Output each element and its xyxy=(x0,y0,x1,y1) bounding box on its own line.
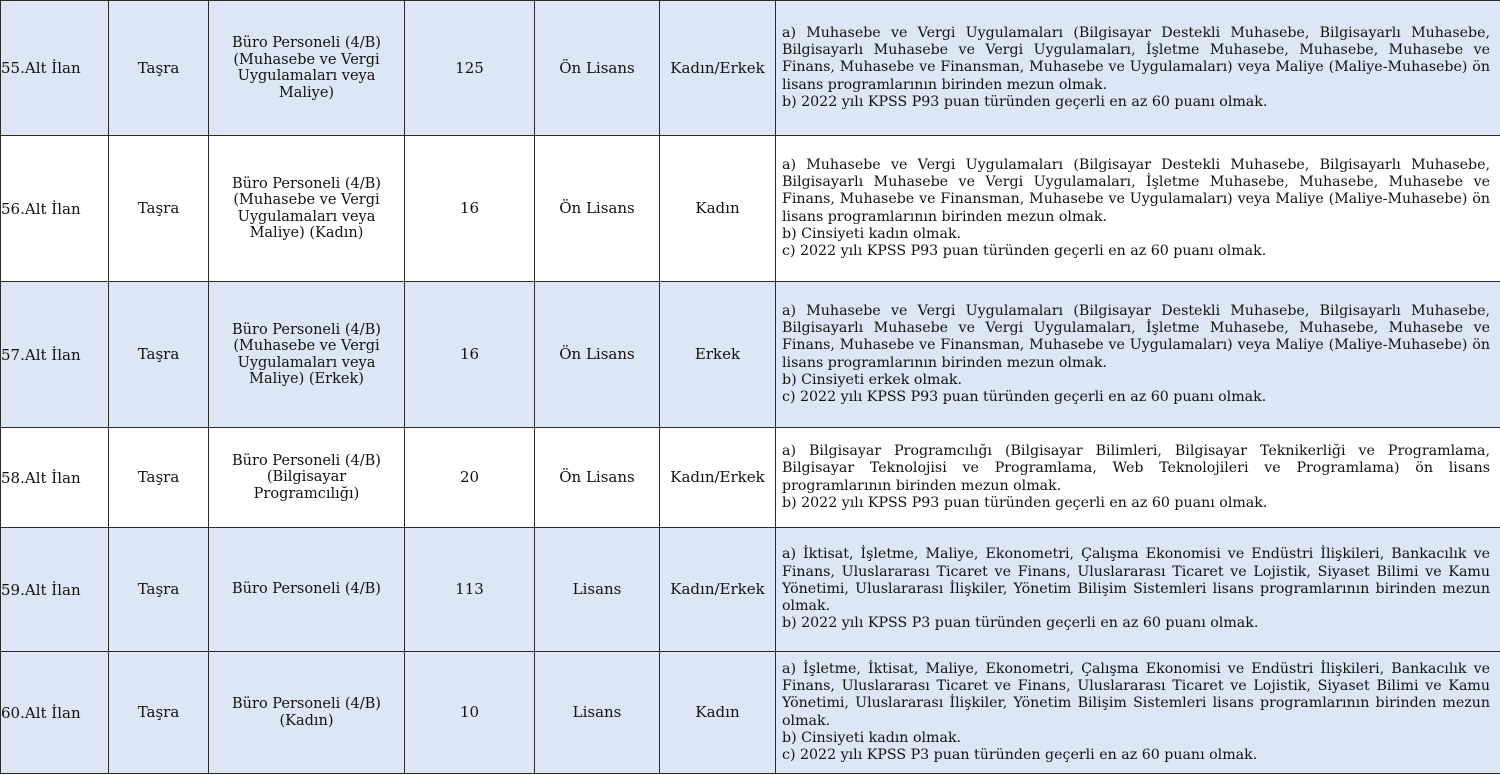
requirement-item: b) 2022 yılı KPSS P93 puan türünden geçerli en az 60 puanı olmak. xyxy=(782,93,1268,110)
quota-cell: 16 xyxy=(405,136,535,282)
ilan-number: 56.Alt İlan xyxy=(1,136,109,282)
requirements-cell xyxy=(776,1,1500,136)
ilan-number: 60.Alt İlan xyxy=(1,652,109,774)
ilan-number: 55.Alt İlan xyxy=(1,1,109,136)
table-row xyxy=(1,528,1500,652)
location-cell: Taşra xyxy=(109,282,209,428)
location-cell: Taşra xyxy=(109,652,209,774)
gender-cell: Kadın/Erkek xyxy=(660,528,776,652)
gender-cell: Kadın/Erkek xyxy=(660,428,776,528)
table-row xyxy=(1,1,1500,136)
quota-cell: 16 xyxy=(405,282,535,428)
quota-cell: 125 xyxy=(405,1,535,136)
position-title: Büro Personeli (4/B) (Bilgisayar Programcılığı) xyxy=(209,428,405,528)
requirement-item: c) 2022 yılı KPSS P93 puan türünden geçerli en az 60 puanı olmak. xyxy=(782,389,1267,406)
education-level: Ön Lisans xyxy=(535,1,660,136)
requirement-item: c) 2022 yılı KPSS P3 puan türünden geçerli en az 60 puanı olmak. xyxy=(782,747,1258,764)
requirement-item: b) Cinsiyeti kadın olmak. xyxy=(782,729,962,746)
position-title: Büro Personeli (4/B) (Muhasebe ve Vergi Uygulamaları veya Maliye) (Erkek) xyxy=(209,282,405,428)
quota-cell: 113 xyxy=(405,528,535,652)
location-cell: Taşra xyxy=(109,1,209,136)
ilan-number: 59.Alt İlan xyxy=(1,528,109,652)
requirement-item: b) Cinsiyeti erkek olmak. xyxy=(782,371,963,388)
gender-cell: Erkek xyxy=(660,282,776,428)
table-row xyxy=(1,428,1500,528)
requirements-cell xyxy=(776,428,1500,528)
position-title: Büro Personeli (4/B) (Muhasebe ve Vergi Uygulamaları veya Maliye) xyxy=(209,1,405,136)
requirement-item: a) Muhasebe ve Vergi Uygulamaları (Bilgisayar Destekli Muhasebe, Bilgisayarlı Muhasebe, Bilgisayarlı Muhasebe ve Vergi Uygulamaları, İşletme Muhasebe, Muhasebe, Muhasebe ve Finans, Muhasebe ve Finansman, Muhasebe ve Uygulamaları) veya Maliye (Maliye-Muhasebe) ön lisans programlarının birinden mezun olmak. xyxy=(782,156,1490,225)
table-row xyxy=(1,282,1500,428)
location-cell: Taşra xyxy=(109,136,209,282)
quota-cell: 20 xyxy=(405,428,535,528)
requirement-item: b) 2022 yılı KPSS P3 puan türünden geçerli en az 60 puanı olmak. xyxy=(782,615,1259,632)
education-level: Ön Lisans xyxy=(535,282,660,428)
requirement-item: a) İşletme, İktisat, Maliye, Ekonometri, Çalışma Ekonomisi ve Endüstri İlişkileri, Bankacılık ve Finans, Uluslararası Ticaret ve Finans, Uluslararası Ticaret ve Lojistik, Siyaset Bilimi ve Kamu Yönetimi, Uluslararası İlişkiler, Yönetim Bilişim Sistemleri lisans programlarının birinden mezun olmak. xyxy=(782,660,1490,729)
gender-cell: Kadın/Erkek xyxy=(660,1,776,136)
requirement-item: a) Bilgisayar Programcılığı (Bilgisayar Bilimleri, Bilgisayar Teknikerliği ve Programlama, Bilgisayar Teknolojisi ve Programlama, Web Teknolojileri ve Programlama) ön lisans programlarının birinden mezun olmak. xyxy=(782,442,1490,494)
education-level: Ön Lisans xyxy=(535,136,660,282)
requirement-item: b) Cinsiyeti kadın olmak. xyxy=(782,225,962,242)
requirements-cell xyxy=(776,136,1500,282)
requirements-cell xyxy=(776,652,1500,774)
requirement-item: a) Muhasebe ve Vergi Uygulamaları (Bilgisayar Destekli Muhasebe, Bilgisayarlı Muhasebe, Bilgisayarlı Muhasebe ve Vergi Uygulamaları, İşletme Muhasebe, Muhasebe, Muhasebe ve Finans, Muhasebe ve Finansman, Muhasebe ve Uygulamaları) veya Maliye (Maliye-Muhasebe) ön lisans programlarının birinden mezun olmak. xyxy=(782,302,1490,371)
ilan-number: 57.Alt İlan xyxy=(1,282,109,428)
quota-cell: 10 xyxy=(405,652,535,774)
education-level: Lisans xyxy=(535,652,660,774)
gender-cell: Kadın xyxy=(660,136,776,282)
position-title: Büro Personeli (4/B) (Kadın) xyxy=(209,652,405,774)
requirement-item: c) 2022 yılı KPSS P93 puan türünden geçerli en az 60 puanı olmak. xyxy=(782,243,1267,260)
location-cell: Taşra xyxy=(109,528,209,652)
table-row xyxy=(1,652,1500,774)
education-level: Ön Lisans xyxy=(535,428,660,528)
position-title: Büro Personeli (4/B) (Muhasebe ve Vergi Uygulamaları veya Maliye) (Kadın) xyxy=(209,136,405,282)
table-row xyxy=(1,136,1500,282)
requirement-item: a) İktisat, İşletme, Maliye, Ekonometri, Çalışma Ekonomisi ve Endüstri İlişkileri, Bankacılık ve Finans, Uluslararası Ticaret ve Finans, Uluslararası Ticaret ve Lojistik, Siyaset Bilimi ve Kamu Yönetimi, Uluslararası İlişkiler, Yönetim Bilişim Sistemleri lisans programlarının birinden mezun olmak. xyxy=(782,546,1490,615)
position-title: Büro Personeli (4/B) xyxy=(209,528,405,652)
requirements-cell xyxy=(776,528,1500,652)
requirements-cell xyxy=(776,282,1500,428)
requirement-item: b) 2022 yılı KPSS P93 puan türünden geçerli en az 60 puanı olmak. xyxy=(782,494,1268,511)
requirement-item: a) Muhasebe ve Vergi Uygulamaları (Bilgisayar Destekli Muhasebe, Bilgisayarlı Muhasebe, Bilgisayarlı Muhasebe ve Vergi Uygulamaları, İşletme Muhasebe, Muhasebe, Muhasebe ve Finans, Muhasebe ve Finansman, Muhasebe ve Uygulamaları) veya Maliye (Maliye-Muhasebe) ön lisans programlarının birinden mezun olmak. xyxy=(782,24,1490,93)
education-level: Lisans xyxy=(535,528,660,652)
gender-cell: Kadın xyxy=(660,652,776,774)
ilan-number: 58.Alt İlan xyxy=(1,428,109,528)
location-cell: Taşra xyxy=(109,428,209,528)
